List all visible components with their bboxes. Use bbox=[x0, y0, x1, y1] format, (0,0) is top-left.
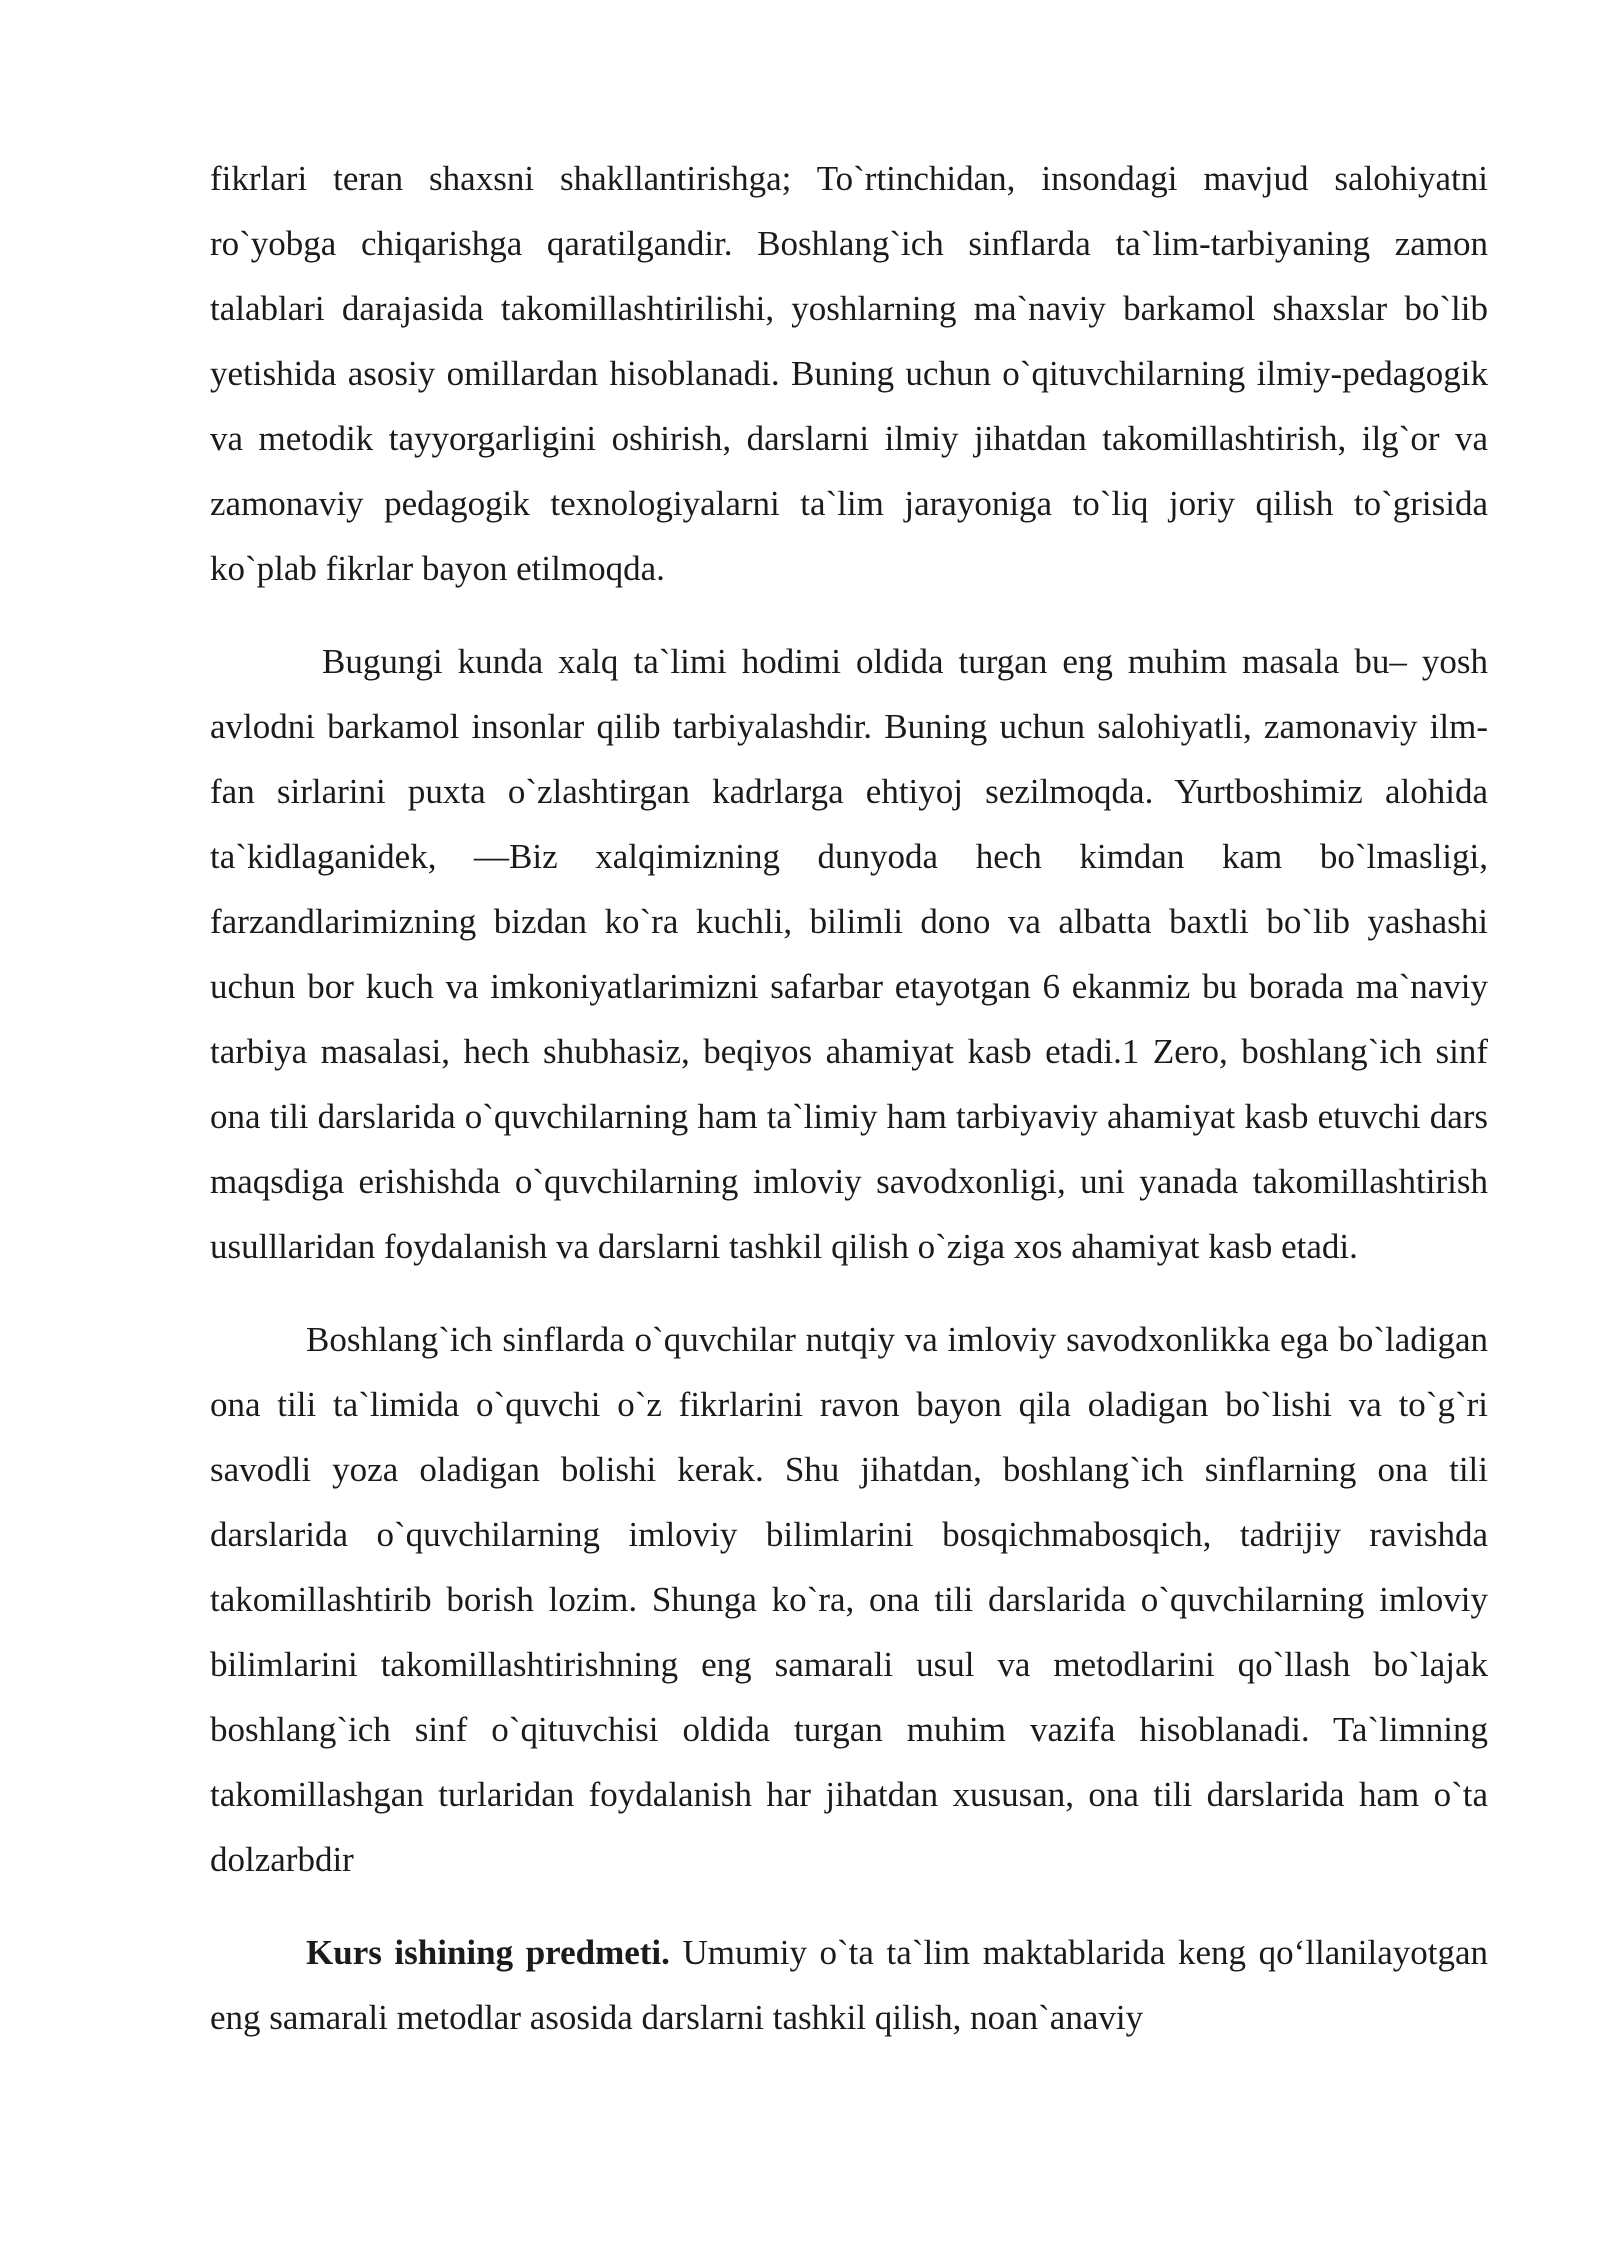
paragraph-4 bbox=[210, 1920, 1488, 2050]
paragraph-3: Boshlang`ich sinflarda o`quvchilar nutqiy va imloviy savodxonlikka ega bo`ladigan ona tili ta`limida o`quvchi o`z fikrlarini ravon bayon qila oladigan bo`lishi va to`g`ri savodli yoza oladigan bolishi kerak. Shu jihatdan, boshlang`ich sinflarning ona tili darslarida o`quvchilarning imloviy bilimlarini bosqichmabosqich, tadrijiy ravishda takomillashtirib borish lozim. Shunga ko`ra, ona tili darslarida o`quvchilarning imloviy bilimlarini takomillashtirishning eng samarali usul va metodlarini qo`llash bo`lajak boshlang`ich sinf o`qituvchisi oldida turgan muhim vazifa hisoblanadi. Ta`limning takomillashgan turlaridan foydalanish har jihatdan xususan, ona tili darslarida ham o`ta dolzarbdir bbox=[210, 1320, 1488, 1879]
paragraph-2: Bugungi kunda xalq ta`limi hodimi oldida turgan eng muhim masala bu– yosh avlodni barkamol insonlar qilib tarbiyalashdir. Buning uchun salohiyatli, zamonaviy ilm-fan sirlarini puxta o`zlashtirgan kadrlarga ehtiyoj sezilmoqda. Yurtboshimiz alohida ta`kidlaganidek, ―Biz xalqimizning dunyoda hech kimdan kam bo`lmasligi, farzandlarimizning bizdan ko`ra kuchli, bilimli dono va albatta baxtli bo`lib yashashi uchun bor kuch va imkoniyatlarimizni safarbar etayotgan 6 ekanmiz bu borada ma`naviy tarbiya masalasi, hech shubhasiz, beqiyos ahamiyat kasb etadi.1 Zero, boshlang`ich sinf ona tili darslarida o`quvchilarning ham ta`limiy ham tarbiyaviy ahamiyat kasb etuvchi dars maqsdiga erishishda o`quvchilarning imloviy savodxonligi, uni yanada takomillashtirish usulllaridan foydalanish va darslarni tashkil qilish o`ziga xos ahamiyat kasb etadi. bbox=[210, 642, 1488, 1266]
section-heading-inline: Kurs ishining predmeti. bbox=[306, 1933, 670, 1972]
paragraph-1: fikrlari teran shaxsni shakllantirishga; To`rtinchidan, insondagi mavjud salohiyatni ro`yobga chiqarishga qaratilgandir. Boshlang`ich sinflarda ta`lim-tarbiyaning zamon talablari darajasida takomillashtirilishi, yoshlarning ma`naviy barkamol shaxslar bo`lib yetishida asosiy omillardan hisoblanadi. Buning uchun o`qituvchilarning ilmiy-pedagogik va metodik tayyorgarligini oshirish, darslarni ilmiy jihatdan takomillashtirish, ilg`or va zamonaviy pedagogik texnologiyalarni ta`lim jarayoniga to`liq joriy qilish to`grisida ko`plab fikrlar bayon etilmoqda. bbox=[210, 159, 1488, 588]
paragraph-4-text: Umumiy o`ta ta`lim maktablarida keng qo‘llanilayotgan eng samarali metodlar asosida darslarni tashkil qilish, noan`anaviy bbox=[210, 1933, 1488, 2037]
body-text bbox=[210, 146, 1488, 2050]
